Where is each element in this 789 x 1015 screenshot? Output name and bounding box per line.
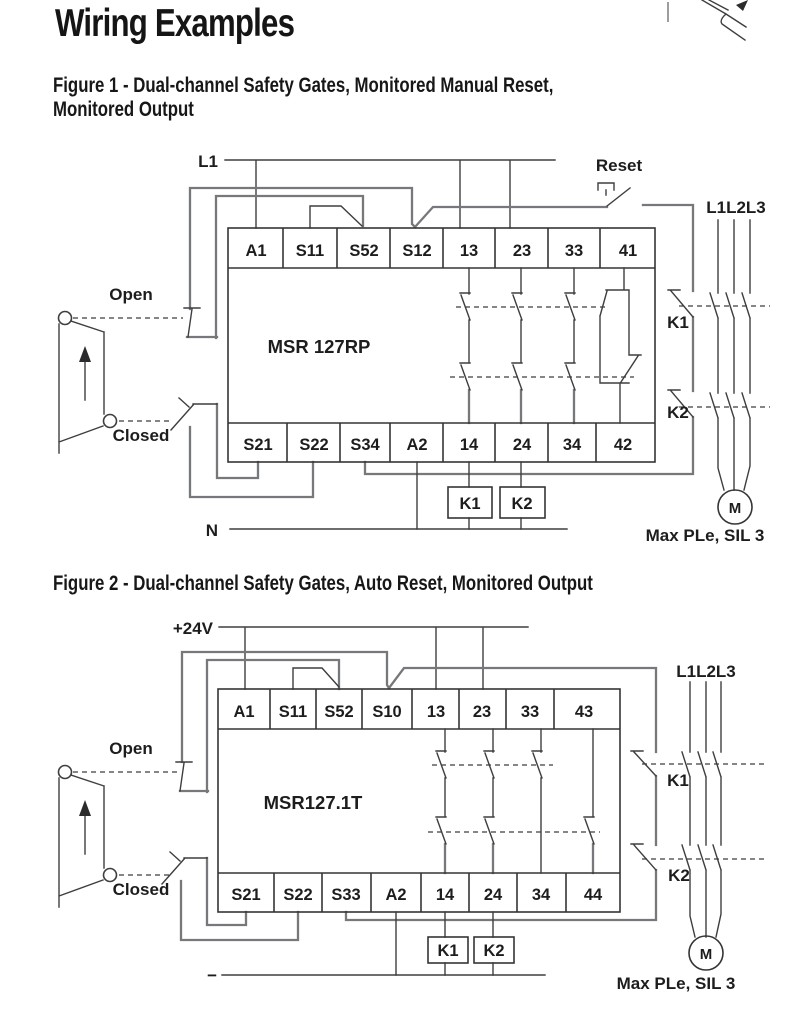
fig2-internal-contacts xyxy=(436,729,594,873)
fig2-phases-label: L1L2L3 xyxy=(676,662,736,681)
terminal-label: S22 xyxy=(283,886,313,904)
terminal-label: 33 xyxy=(564,242,584,260)
terminal-label: S33 xyxy=(331,886,361,904)
fig1-motor-label: M xyxy=(728,500,742,517)
terminal-label: 24 xyxy=(483,886,503,904)
fig2-coil-circuit xyxy=(207,912,545,985)
terminal-label: 13 xyxy=(459,242,479,260)
fig2-gate-arrow-icon xyxy=(79,800,91,816)
terminal-label: S11 xyxy=(278,703,308,721)
fig2-motor-label: M xyxy=(699,946,713,963)
terminal-label: S21 xyxy=(243,436,273,454)
terminal-label: 24 xyxy=(512,436,532,454)
fig1-reset-switch xyxy=(596,156,643,206)
terminal-label: 14 xyxy=(459,436,479,454)
fig2-top-terminals xyxy=(233,703,593,721)
fig1-gate-hinge-top xyxy=(59,312,72,325)
fig1-open-label: Open xyxy=(109,285,153,304)
figure1-caption-line1: Figure 1 - Dual-channel Safety Gates, Monitored Manual Reset, xyxy=(53,74,554,97)
fig1-nc-output-path xyxy=(600,268,641,423)
figure1-caption-line2: Monitored Output xyxy=(53,98,194,121)
fig2-open-label: Open xyxy=(109,739,153,758)
terminal-label: 43 xyxy=(574,703,594,721)
terminal-label: S22 xyxy=(299,436,329,454)
fig1-supply-label: L1 xyxy=(198,152,218,171)
fig2-jumper-s11-s52 xyxy=(293,668,339,689)
fig1-dashed-links xyxy=(73,306,770,421)
fig2-supply-label: +24V xyxy=(172,619,213,638)
terminal-label: S52 xyxy=(349,242,379,260)
terminal-label: 34 xyxy=(562,436,582,454)
terminal-label: A2 xyxy=(406,436,428,454)
fig2-rating-label: Max PLe, SIL 3 xyxy=(616,974,736,993)
fig1-closed-contact xyxy=(171,398,217,430)
fig2-k1-label: K1 xyxy=(667,771,689,790)
fig1-neutral-label: N xyxy=(205,521,218,540)
terminal-label: S21 xyxy=(231,886,261,904)
fig1-k2-coil-label: K2 xyxy=(511,495,533,513)
fig1-open-contact xyxy=(184,308,200,337)
terminal-label: 23 xyxy=(512,242,532,260)
fig1-k1-coil-label: K1 xyxy=(459,495,481,513)
terminal-label: A2 xyxy=(385,886,407,904)
terminal-label: 14 xyxy=(435,886,455,904)
fig2-gate-symbol xyxy=(59,739,170,907)
fig1-power-circuit xyxy=(646,198,766,545)
page-title: Wiring Examples xyxy=(55,2,295,45)
fig1-gate-symbol xyxy=(59,285,170,453)
fig2-k1-coil-label: K1 xyxy=(437,942,459,960)
fig1-aux-contacts xyxy=(667,290,693,422)
fig2-k2-coil-label: K2 xyxy=(483,942,505,960)
figure2-diagram xyxy=(59,619,769,993)
fig1-internal-contacts xyxy=(460,268,641,423)
corner-illustration-icon xyxy=(668,0,748,40)
terminal-label: A1 xyxy=(233,703,255,721)
fig1-supply-line xyxy=(198,152,555,228)
terminal-label: S34 xyxy=(350,436,380,454)
fig1-relay-box xyxy=(228,228,655,462)
fig1-k1-label: K1 xyxy=(667,313,689,332)
fig1-rating-label: Max PLe, SIL 3 xyxy=(645,526,765,545)
fig2-negative-label: − xyxy=(207,966,217,985)
figure2-caption: Figure 2 - Dual-channel Safety Gates, Auto Reset, Monitored Output xyxy=(53,572,593,595)
terminal-label: 42 xyxy=(613,436,633,454)
fig2-power-circuit xyxy=(617,662,736,993)
fig1-reset-label: Reset xyxy=(595,156,643,175)
fig2-supply-line xyxy=(173,619,528,689)
terminal-label: 23 xyxy=(472,703,492,721)
fig1-jumper-s11-s52 xyxy=(310,206,362,228)
terminal-label: A1 xyxy=(245,242,267,260)
terminal-label: S52 xyxy=(324,703,354,721)
arrowhead-icon xyxy=(736,0,748,11)
figure1-diagram xyxy=(59,152,771,545)
terminal-label: S12 xyxy=(402,242,432,260)
terminal-label: 44 xyxy=(583,886,603,904)
fig1-relay-model: MSR 127RP xyxy=(267,336,371,357)
fig2-open-contact xyxy=(176,762,192,791)
fig2-closed-label: Closed xyxy=(112,880,170,899)
terminal-label: S11 xyxy=(295,242,325,260)
fig2-relay-model: MSR127.1T xyxy=(263,792,363,813)
fig1-gate-arrow-icon xyxy=(79,346,91,362)
terminal-label: 33 xyxy=(520,703,540,721)
fig1-k2-label: K2 xyxy=(667,403,689,422)
terminal-label: 13 xyxy=(426,703,446,721)
fig2-bottom-terminals xyxy=(231,886,603,904)
terminal-label: 34 xyxy=(531,886,551,904)
fig1-bottom-terminals xyxy=(243,436,632,454)
fig2-gate-hinge-top xyxy=(59,766,72,779)
fig2-relay-box xyxy=(218,689,620,912)
fig1-top-terminals xyxy=(245,242,637,260)
fig2-aux-contacts xyxy=(631,751,690,885)
terminal-label: S10 xyxy=(372,703,402,721)
fig1-phases-label: L1L2L3 xyxy=(706,198,766,217)
terminal-label: 41 xyxy=(618,242,638,260)
fig2-k2-label: K2 xyxy=(668,866,690,885)
fig1-closed-label: Closed xyxy=(112,426,170,445)
